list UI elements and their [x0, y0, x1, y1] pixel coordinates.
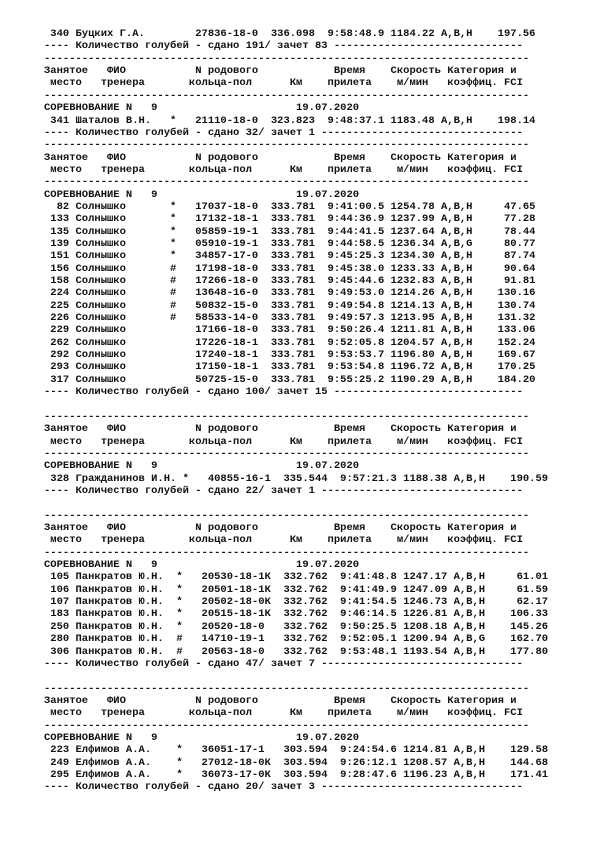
- column-header: Занятое ФИО N родового Время Скорость Категория и: [44, 423, 517, 436]
- competition-header: СОРЕВНОВАНИЕ N 9 19.07.2020: [44, 731, 360, 744]
- competition-header: СОРЕВНОВАНИЕ N 9 19.07.2020: [44, 559, 360, 571]
- result-row: 306 Панкратов Ю.Н. # 20563-18-0 332.762 9:53:48.1 1193.54 А,В,Н 177.80: [44, 645, 549, 658]
- separator-line: -----------------------------------------------------------------------------: [44, 139, 530, 152]
- result-row: 156 Солнышко # 17198-18-0 333.781 9:45:38.0 1233.33 А,В,Н 90.64: [44, 262, 536, 275]
- result-row: 82 Солнышко * 17037-18-0 333.781 9:41:00.5 1254.78 А,В,Н 47.65: [44, 200, 536, 213]
- result-row: 317 Солнышко 50725-15-0 333.781 9:55:25.2 1190.29 А,В,Н 184.20: [44, 373, 536, 386]
- column-header: Занятое ФИО N родового Время Скорость Категория и: [44, 151, 517, 164]
- result-row: 139 Солнышко * 05910-19-1 333.781 9:44:58.5 1236.34 А,В,G 80.77: [44, 237, 536, 250]
- summary-line: ---- Количество голубей - сдано 32/ зачет 1 --------------------------------: [44, 126, 523, 139]
- column-header: место тренера кольца-пол Км прилета м/мин коэффиц. FCI: [44, 707, 523, 720]
- result-row: 225 Солнышко # 50832-15-0 333.781 9:49:54.8 1214.13 А,В,Н 130.74: [44, 299, 536, 312]
- result-row: 133 Солнышко * 17132-18-1 333.781 9:44:36.9 1237.99 А,В,Н 77.28: [44, 213, 536, 226]
- blank-line: [44, 497, 600, 509]
- column-header: место тренера кольца-пол Км прилета м/мин коэффиц. FCI: [44, 534, 523, 547]
- competition-header: СОРЕВНОВАНИЕ N 9 19.07.2020: [44, 102, 360, 115]
- column-header: место тренера кольца-пол Км прилета м/мин коэффиц. FCI: [44, 77, 523, 90]
- result-row: 292 Солнышко 17240-18-1 333.781 9:53:53.7 1196.80 А,В,Н 169.67: [44, 349, 536, 362]
- separator-line: -----------------------------------------------------------------------------: [44, 447, 530, 460]
- summary-line: ---- Количество голубей - сдано 20/ зачет 3 --------------------------------: [44, 781, 523, 794]
- separator-line: -----------------------------------------------------------------------------: [44, 89, 530, 102]
- result-row: 105 Панкратов Ю.Н. * 20530-18-1К 332.762 9:41:48.8 1247.17 А,В,Н 61.01: [44, 571, 549, 584]
- separator-line: -----------------------------------------------------------------------------: [44, 719, 530, 732]
- result-row: 107 Панкратов Ю.Н. * 20502-18-0К 332.762 9:41:54.5 1246.73 А,В,Н 62.17: [44, 596, 549, 609]
- separator-line: -----------------------------------------------------------------------------: [44, 546, 530, 559]
- summary-line: ---- Количество голубей - сдано 22/ зачет 1 --------------------------------: [44, 484, 523, 497]
- separator-line: -----------------------------------------------------------------------------: [44, 682, 530, 695]
- summary-line: ---- Количество голубей - сдано 191/ зачет 83 ------------------------------: [44, 40, 523, 53]
- result-row: 293 Солнышко 17150-18-1 333.781 9:53:54.8 1196.72 А,В,Н 170.25: [44, 361, 536, 374]
- result-row: 262 Солнышко 17226-18-1 333.781 9:52:05.8 1204.57 А,В,Н 152.24: [44, 336, 536, 349]
- column-header: Занятое ФИО N родового Время Скорость Категория и: [44, 65, 517, 77]
- column-header: место тренера кольца-пол Км прилета м/мин коэффиц. FCI: [44, 435, 523, 448]
- summary-line: ---- Количество голубей - сдано 100/ зачет 15 ------------------------------: [44, 386, 523, 399]
- result-row: 183 Панкратов Ю.Н. * 20515-18-1К 332.762 9:46:14.5 1226.81 А,В,Н 106.33: [44, 608, 549, 621]
- result-row: 223 Елфимов А.А. * 36051-17-1 303.594 9:24:54.6 1214.81 А,В,Н 129.58: [44, 744, 549, 757]
- competition-header: СОРЕВНОВАНИЕ N 9 19.07.2020: [44, 188, 360, 201]
- result-row: 249 Елфимов А.А. * 27012-18-0К 303.594 9:26:12.1 1208.57 А,В,Н 144.68: [44, 756, 549, 769]
- result-row: 229 Солнышко 17166-18-0 333.781 9:50:26.4 1211.81 А,В,Н 133.06: [44, 324, 536, 337]
- result-row: 340 Буцких Г.А. 27836-18-0 336.098 9:58:48.9 1184.22 А,В,Н 197.56: [44, 28, 536, 40]
- result-row: 106 Панкратов Ю.Н. * 20501-18-1К 332.762 9:41:49.9 1247.09 А,В,Н 61.59: [44, 583, 549, 596]
- separator-line: -----------------------------------------------------------------------------: [44, 52, 530, 65]
- column-header: Занятое ФИО N родового Время Скорость Категория и: [44, 694, 517, 707]
- result-row: 224 Солнышко # 13648-16-0 333.781 9:49:53.0 1214.26 А,В,Н 130.16: [44, 287, 536, 300]
- column-header: Занятое ФИО N родового Время Скорость Категория и: [44, 522, 517, 534]
- result-row: 135 Солнышко * 05859-19-1 333.781 9:44:41.5 1237.64 А,В,Н 78.44: [44, 225, 536, 238]
- summary-line: ---- Количество голубей - сдано 47/ зачет 7 --------------------------------: [44, 657, 523, 670]
- blank-line: [44, 399, 600, 411]
- result-row: 341 Шаталов В.Н. * 21110-18-0 323.823 9:48:37.1 1183.48 А,В,Н 198.14: [44, 114, 536, 127]
- separator-line: -----------------------------------------------------------------------------: [44, 410, 530, 423]
- result-row: 280 Панкратов Ю.Н. # 14710-19-1 332.762 9:52:05.1 1200.94 А,В,G 162.70: [44, 633, 549, 646]
- blank-line: [44, 670, 600, 682]
- separator-line: -----------------------------------------------------------------------------: [44, 176, 530, 189]
- result-row: 226 Солнышко # 58533-14-0 333.781 9:49:57.3 1213.95 А,В,Н 131.32: [44, 312, 536, 325]
- separator-line: -----------------------------------------------------------------------------: [44, 509, 530, 522]
- result-row: 295 Елфимов А.А. * 36073-17-0К 303.594 9:28:47.6 1196.23 А,В,Н 171.41: [44, 769, 549, 781]
- column-header: место тренера кольца-пол Км прилета м/мин коэффиц. FCI: [44, 163, 523, 176]
- result-row: 250 Панкратов Ю.Н. * 20520-18-0 332.762 9:50:25.5 1208.18 А,В,Н 145.26: [44, 620, 549, 633]
- result-row: 328 Гражданинов И.Н. * 40855-16-1 335.544 9:57:21.3 1188.38 А,В,Н 190.59: [44, 472, 549, 485]
- result-row: 158 Солнышко # 17266-18-0 333.781 9:45:44.6 1232.83 А,В,Н 91.81: [44, 275, 536, 287]
- competition-header: СОРЕВНОВАНИЕ N 9 19.07.2020: [44, 460, 360, 473]
- result-row: 151 Солнышко * 34857-17-0 333.781 9:45:25.3 1234.30 А,В,Н 87.74: [44, 250, 536, 263]
